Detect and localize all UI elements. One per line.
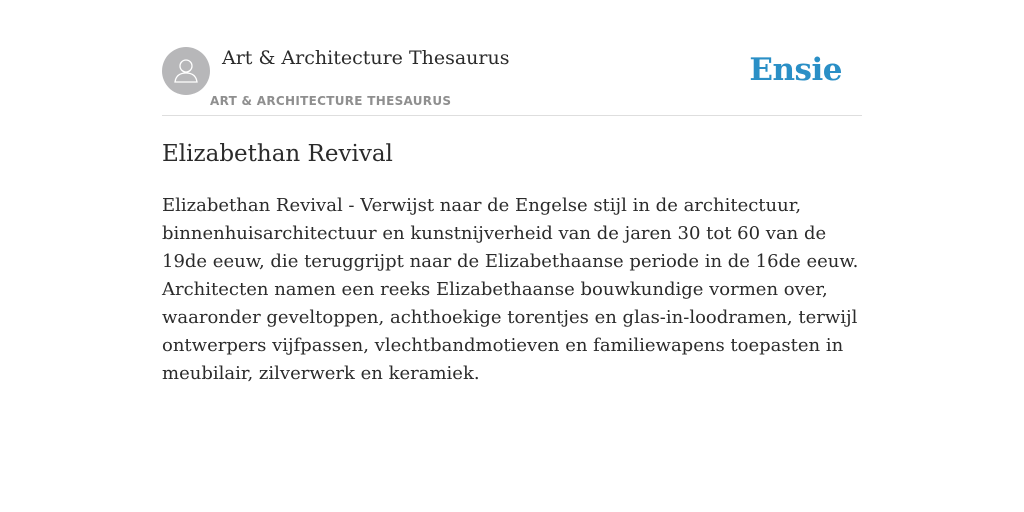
page-title: Elizabethan Revival bbox=[162, 141, 393, 167]
author-avatar[interactable] bbox=[162, 47, 210, 95]
author-source-label[interactable]: ART & ARCHITECTURE THESAURUS bbox=[210, 94, 452, 108]
content-container bbox=[162, 0, 862, 384]
author-name[interactable]: Art & Architecture Thesaurus bbox=[222, 47, 510, 69]
article-body: Elizabethan Revival - Verwijst naar de Engelse stijl in de architectuur, binnenhuisarchitectuur en kunstnijverheid van de jaren 30 tot 60 van de 19de eeuw, die teruggrijpt naar de Elizabethaanse periode in de 16de eeuw. Architecten namen een reeks Elizabethaanse bouwkundige vormen over, waaronder geveltoppen, achthoekige torentjes en glas-in-loodramen, terwijl ontwerpers vijfpassen, vlechtbandmotieven en familiewapens toepasten in meubilair, zilverwerk en keramiek. bbox=[162, 195, 859, 384]
article-header bbox=[162, 0, 862, 116]
user-icon bbox=[171, 56, 201, 86]
ensie-logo[interactable]: Ensie bbox=[749, 52, 842, 88]
